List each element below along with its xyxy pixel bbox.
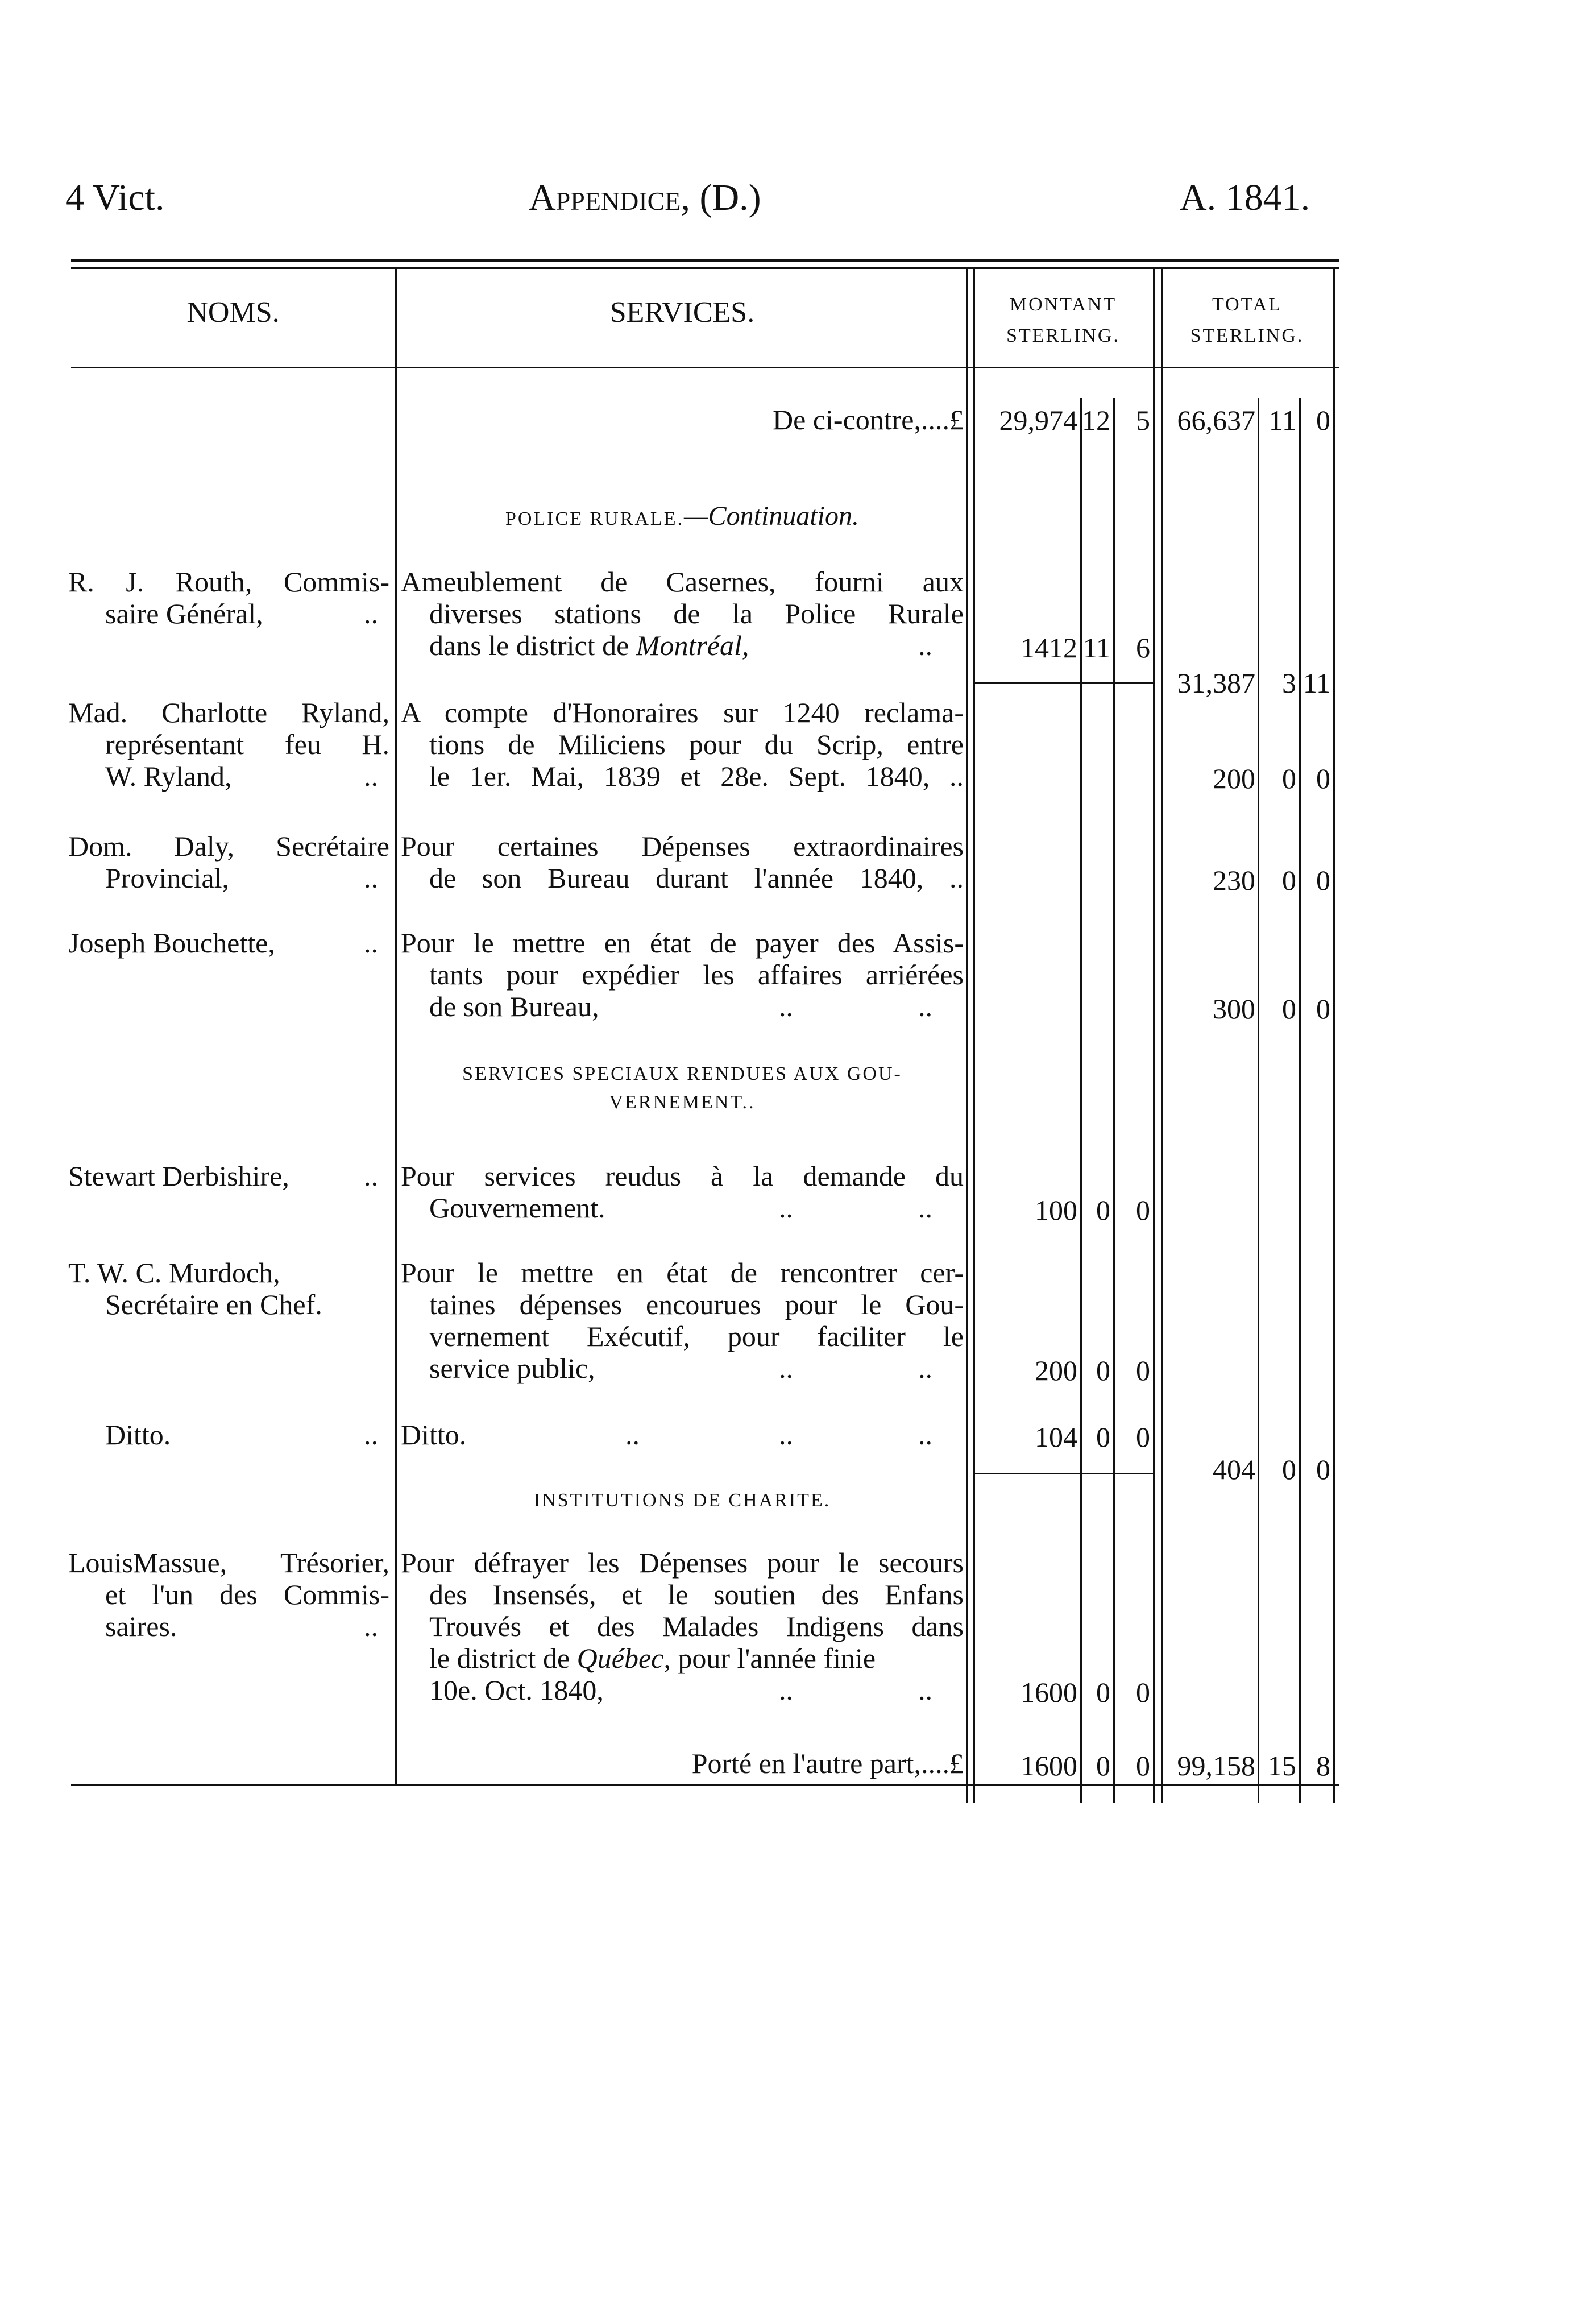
col-rule-right	[1333, 269, 1335, 1803]
murdoch-name-1: T. W. C. Murdoch,	[68, 1257, 280, 1289]
bouchette-name-dots: ..	[364, 927, 378, 959]
routh-service-place: Montréal,	[636, 629, 749, 661]
daly-name-dots: ..	[364, 862, 378, 894]
bouchette-name: Joseph Bouchette,	[68, 927, 275, 959]
col-head-montant-1: MONTANT	[1009, 294, 1117, 315]
murdoch-service-4: service public,	[429, 1352, 595, 1384]
daly-total-shillings: 0	[1282, 864, 1296, 896]
section-police-continuation: —Continuation.	[683, 501, 860, 531]
carried-in-montant-pounds: 29,974	[999, 404, 1077, 436]
ditto-name-dots: ..	[364, 1419, 378, 1451]
massue-service-4	[429, 1642, 964, 1674]
massue-name-3: saires.	[105, 1610, 177, 1642]
bouchette-total-pence: 0	[1316, 993, 1330, 1025]
ditto-total-shillings: 0	[1282, 1453, 1296, 1485]
carried-out-total-shillings: 15	[1268, 1750, 1296, 1782]
table-bottom-rule	[71, 1784, 1339, 1786]
murdoch-montant-shillings: 0	[1096, 1354, 1110, 1386]
massue-service-4b: pour l'année finie	[670, 1642, 876, 1674]
ryland-service-2: tions de Miliciens pour du Scrip, entre	[429, 728, 964, 760]
daly-total-pence: 0	[1316, 864, 1330, 896]
ryland-name-3: W. Ryland,	[105, 760, 232, 792]
col-head-services: SERVICES.	[609, 296, 755, 329]
routh-montant-pence: 6	[1136, 632, 1150, 664]
massue-name-2: et l'un des Commis-	[105, 1579, 389, 1610]
derbishire-service-dots-2: ..	[918, 1192, 932, 1224]
carried-in-total-shillings: 11	[1268, 404, 1296, 436]
ryland-name-2: représentant feu H.	[105, 728, 389, 760]
bouchette-service-1: Pour le mettre en état de payer des Assis-	[401, 927, 964, 959]
col-rule-total-d	[1299, 398, 1301, 1803]
carried-out-montant-pence: 0	[1136, 1750, 1150, 1782]
massue-montant-shillings: 0	[1096, 1676, 1110, 1708]
ditto-service: Ditto.	[401, 1419, 467, 1451]
ditto-service-dots-1: ..	[625, 1419, 640, 1451]
murdoch-service-3: vernement Exécutif, pour faciliter le	[429, 1320, 964, 1352]
ditto-total-pence: 0	[1316, 1453, 1330, 1485]
derbishire-montant-pounds: 100	[1035, 1194, 1077, 1226]
routh-service-dots: ..	[918, 629, 932, 661]
derbishire-service-1: Pour services reudus à la demande du	[401, 1160, 964, 1192]
massue-service-1: Pour défrayer les Dépenses pour le secours	[401, 1547, 964, 1579]
routh-total-shillings: 3	[1282, 667, 1296, 699]
massue-service-dots-2: ..	[918, 1674, 932, 1706]
col-rule-montant-a	[1153, 269, 1155, 1803]
col-rule-services-b	[973, 269, 975, 1803]
col-rule-montant-d	[1113, 398, 1115, 1803]
routh-montant-pounds: 1412	[1020, 632, 1077, 664]
top-rule-thick	[71, 259, 1339, 262]
murdoch-service-1: Pour le mettre en état de rencontrer cer-	[401, 1257, 964, 1289]
header-bottom-rule	[71, 367, 1339, 368]
col-rule-montant-b	[1161, 269, 1163, 1803]
daly-total-pounds: 230	[1213, 864, 1255, 896]
top-rule-thin	[71, 267, 1339, 269]
section-police-title: POLICE RURALE.	[505, 508, 684, 529]
col-rule-services-a	[966, 269, 968, 1803]
ryland-total-pence: 0	[1316, 763, 1330, 794]
section-services-speciaux-1: SERVICES SPECIAUX RENDUES AUX GOU-	[462, 1063, 902, 1084]
bouchette-service-dots-2: ..	[918, 991, 932, 1022]
section-institutions-charite: INSTITUTIONS DE CHARITE.	[533, 1490, 831, 1511]
police-subtotal-rule	[973, 682, 1153, 684]
bouchette-service-dots-1: ..	[779, 991, 793, 1022]
daly-service-1: Pour certaines Dépenses extraordinaires	[401, 830, 964, 862]
murdoch-montant-pence: 0	[1136, 1354, 1150, 1386]
col-rule-total-s	[1258, 398, 1259, 1803]
massue-service-dots-1: ..	[779, 1674, 793, 1706]
carried-in-montant-shillings: 12	[1082, 404, 1110, 436]
ditto-service-dots-3: ..	[918, 1419, 932, 1451]
bouchette-total-shillings: 0	[1282, 993, 1296, 1025]
col-head-total-2: STERLING.	[1190, 325, 1304, 346]
massue-service-3: Trouvés et des Malades Indigens dans	[429, 1610, 964, 1642]
routh-name-1: R. J. Routh, Commis-	[68, 566, 389, 598]
ditto-service-dots-2: ..	[779, 1419, 793, 1451]
massue-montant-pounds: 1600	[1020, 1676, 1077, 1708]
routh-montant-shillings: 11	[1082, 632, 1110, 664]
carried-in-label: De ci-contre,....£	[773, 404, 964, 436]
routh-service-3a: dans le district de	[429, 629, 636, 661]
routh-name-dots: ..	[364, 598, 378, 629]
derbishire-montant-pence: 0	[1136, 1194, 1150, 1226]
col-rule-montant-s	[1080, 398, 1082, 1803]
daly-name-2: Provincial,	[105, 862, 230, 894]
derbishire-name: Stewart Derbishire,	[68, 1160, 289, 1192]
murdoch-name-2: Secrétaire en Chef.	[105, 1289, 322, 1320]
routh-service-2: diverses stations de la Police Rurale	[429, 598, 964, 629]
daly-name-1: Dom. Daly, Secrétaire	[68, 830, 389, 862]
massue-service-place: Québec,	[576, 1642, 671, 1674]
section-services-speciaux-2: VERNEMENT..	[609, 1092, 756, 1113]
massue-service-2: des Insensés, et le soutien des Enfans	[429, 1579, 964, 1610]
ditto-montant-pence: 0	[1136, 1421, 1150, 1453]
murdoch-service-dots-2: ..	[918, 1352, 932, 1384]
carried-in-total-pence: 0	[1316, 404, 1330, 436]
derbishire-service-dots-1: ..	[779, 1192, 793, 1224]
carried-in-total-pounds: 66,637	[1177, 404, 1255, 436]
murdoch-montant-pounds: 200	[1035, 1354, 1077, 1386]
derbishire-service-2: Gouvernement.	[429, 1192, 605, 1224]
col-head-montant-2: STERLING.	[1006, 325, 1120, 346]
ditto-montant-pounds: 104	[1035, 1421, 1077, 1453]
derbishire-name-dots: ..	[364, 1160, 378, 1192]
bouchette-service-2: tants pour expédier les affaires arriérées	[429, 959, 964, 991]
massue-service-4a: le district de	[429, 1642, 577, 1674]
carried-out-total-pence: 8	[1316, 1750, 1330, 1782]
routh-total-pence: 11	[1302, 667, 1330, 699]
routh-name-2: saire Général,	[105, 598, 263, 629]
speciaux-subtotal-rule	[973, 1473, 1153, 1474]
ditto-total-pounds: 404	[1213, 1453, 1255, 1485]
header-right: A. 1841.	[1180, 177, 1310, 218]
carried-out-montant-shillings: 0	[1096, 1750, 1110, 1782]
header-center: Appendice, (D.)	[529, 177, 761, 218]
massue-name-1: LouisMassue, Trésorier,	[68, 1547, 389, 1579]
ditto-name: Ditto.	[105, 1419, 171, 1451]
routh-service-1: Ameublement de Casernes, fourni aux	[401, 566, 964, 598]
ryland-service-1: A compte d'Honoraires sur 1240 reclama-	[401, 697, 964, 728]
ryland-service-3: le 1er. Mai, 1839 et 28e. Sept. 1840, ..	[429, 760, 964, 792]
bouchette-total-pounds: 300	[1213, 993, 1255, 1025]
carried-out-label: Porté en l'autre part,....£	[691, 1747, 964, 1779]
ryland-total-pounds: 200	[1213, 763, 1255, 794]
carried-in-montant-pence: 5	[1136, 404, 1150, 436]
col-head-total-1: TOTAL	[1212, 294, 1283, 315]
massue-service-5: 10e. Oct. 1840,	[429, 1674, 604, 1706]
derbishire-montant-shillings: 0	[1096, 1194, 1110, 1226]
massue-montant-pence: 0	[1136, 1676, 1150, 1708]
bouchette-service-3: de son Bureau,	[429, 991, 599, 1022]
col-head-noms: NOMS.	[186, 296, 280, 329]
carried-out-total-pounds: 99,158	[1177, 1750, 1255, 1782]
massue-name-dots: ..	[364, 1610, 378, 1642]
murdoch-service-2: taines dépenses encourues pour le Gou-	[429, 1289, 964, 1320]
header-left: 4 Vict.	[65, 177, 165, 218]
carried-out-montant-pounds: 1600	[1020, 1750, 1077, 1782]
ditto-montant-shillings: 0	[1096, 1421, 1110, 1453]
ryland-name-dots: ..	[364, 760, 378, 792]
daly-service-2: de son Bureau durant l'année 1840, ..	[429, 862, 964, 894]
routh-service-3	[429, 629, 749, 661]
murdoch-service-dots-1: ..	[779, 1352, 793, 1384]
routh-total-pounds: 31,387	[1177, 667, 1255, 699]
ryland-total-shillings: 0	[1282, 763, 1296, 794]
col-rule-noms	[395, 269, 397, 1784]
section-police-rurale	[398, 500, 966, 532]
ryland-name-1: Mad. Charlotte Ryland,	[68, 697, 389, 728]
